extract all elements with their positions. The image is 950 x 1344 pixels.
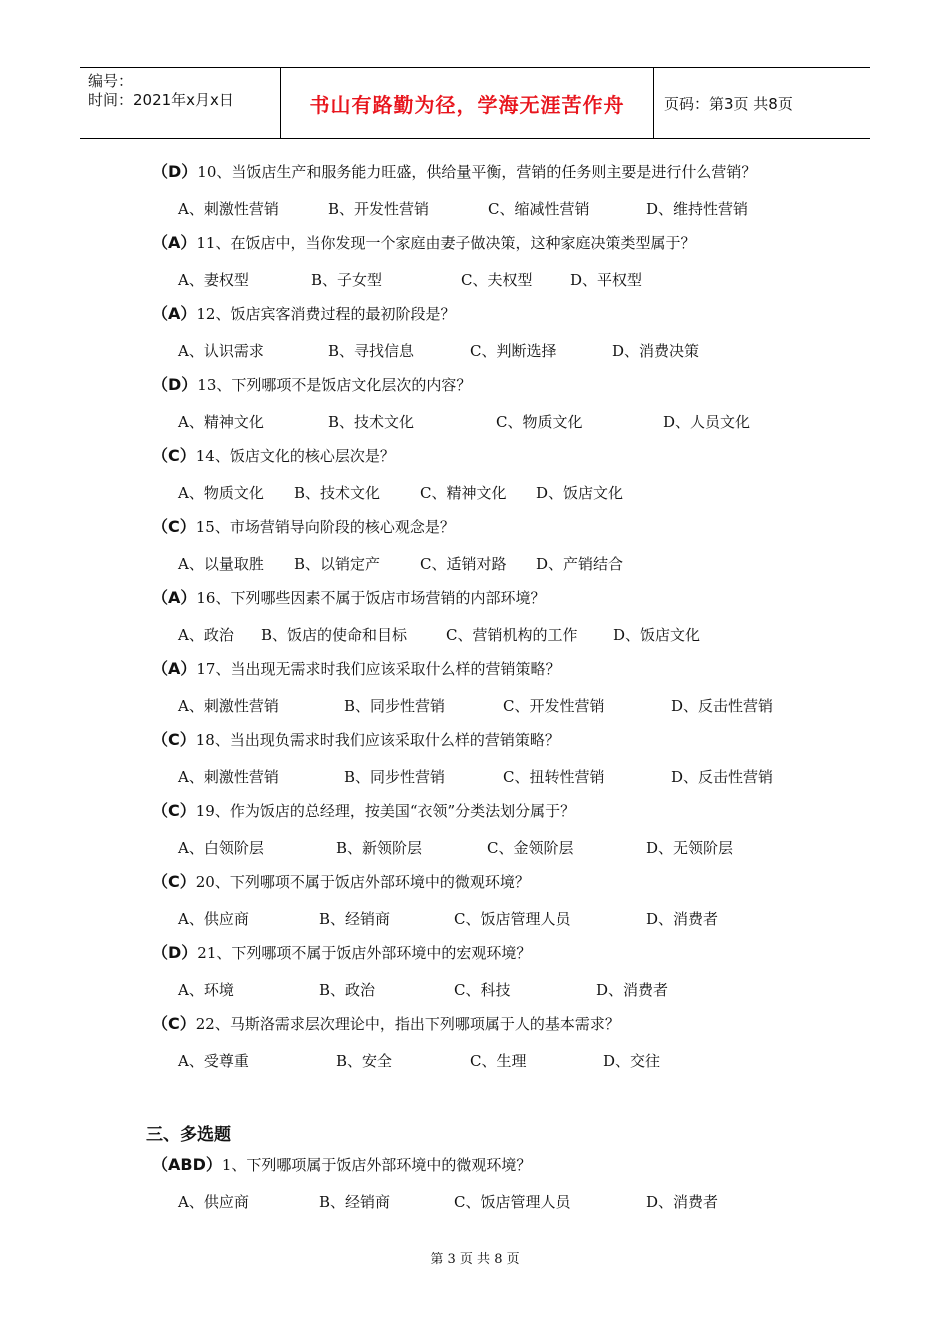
option-c: C、判断选择 (470, 342, 557, 360)
time-label: 时间：2021年x月x日 (88, 91, 234, 109)
option-d: D、交往 (603, 1052, 661, 1070)
option-b: B、同步性营销 (344, 697, 446, 715)
question-line (152, 517, 455, 537)
question-line (152, 659, 560, 679)
option-c: C、营销机构的工作 (446, 626, 578, 644)
question-line (152, 588, 545, 608)
option-c: C、夫权型 (461, 271, 533, 289)
option-d: D、人员文化 (663, 413, 751, 431)
option-b: B、子女型 (311, 271, 383, 289)
option-c: C、金领阶层 (487, 839, 574, 857)
question-text: 17、当出现无需求时我们应该采取什么样的营销策略？ (196, 660, 561, 678)
option-a: A、认识需求 (178, 342, 264, 360)
question-line (152, 872, 530, 892)
question-line (152, 375, 471, 395)
question-line (152, 1155, 531, 1175)
option-c: C、饭店管理人员 (454, 910, 571, 928)
question-text: 14、饭店文化的核心层次是？ (195, 447, 395, 465)
option-d: D、消费者 (646, 1193, 719, 1211)
option-d: D、消费决策 (612, 342, 700, 360)
question-text: 22、马斯洛需求层次理论中，指出下列哪项属于人的基本需求？ (195, 1015, 620, 1033)
question-text: 12、饭店宾客消费过程的最初阶段是？ (196, 305, 456, 323)
section-title: 三、多选题 (146, 1125, 231, 1145)
option-a: A、刺激性营销 (178, 200, 279, 218)
option-d: D、反击性营销 (671, 768, 774, 786)
option-a: A、精神文化 (178, 413, 264, 431)
option-b: B、经销商 (319, 1193, 391, 1211)
option-d: D、产销结合 (536, 555, 624, 573)
question-line (152, 801, 575, 821)
option-b: B、寻找信息 (328, 342, 415, 360)
option-a: A、供应商 (178, 1193, 249, 1211)
option-d: D、饭店文化 (536, 484, 624, 502)
answer-key: （C） (152, 730, 196, 749)
option-c: C、扭转性营销 (503, 768, 605, 786)
option-d: D、维持性营销 (646, 200, 749, 218)
question-text: 10、当饭店生产和服务能力旺盛，供给量平衡，营销的任务则主要是进行什么营销？ (197, 163, 757, 181)
option-c: C、饭店管理人员 (454, 1193, 571, 1211)
question-text: 15、市场营销导向阶段的核心观念是？ (195, 518, 455, 536)
option-b: B、安全 (336, 1052, 393, 1070)
answer-key: （A） (152, 233, 197, 252)
option-c: C、科技 (454, 981, 511, 999)
option-c: C、生理 (470, 1052, 527, 1070)
option-d: D、消费者 (596, 981, 669, 999)
question-text: 11、在饭店中，当你发现一个家庭由妻子做决策，这种家庭决策类型属于？ (196, 234, 696, 252)
question-line (152, 304, 455, 324)
option-a: A、受尊重 (178, 1052, 249, 1070)
option-b: B、开发性营销 (328, 200, 430, 218)
option-c: C、物质文化 (496, 413, 583, 431)
question-line (152, 233, 695, 253)
option-a: A、白领阶层 (178, 839, 264, 857)
option-b: B、经销商 (319, 910, 391, 928)
question-line (152, 446, 395, 466)
question-line (152, 943, 531, 963)
option-c: C、适销对路 (420, 555, 507, 573)
question-text: 21、下列哪项不属于饭店外部环境中的宏观环境？ (197, 944, 532, 962)
answer-key: （D） (152, 375, 198, 394)
answer-key: （C） (152, 1014, 196, 1033)
option-b: B、政治 (319, 981, 376, 999)
option-b: B、新领阶层 (336, 839, 423, 857)
option-c: C、缩减性营销 (488, 200, 590, 218)
answer-key: （C） (152, 446, 196, 465)
question-text: 13、下列哪项不是饭店文化层次的内容？ (197, 376, 472, 394)
option-a: A、刺激性营销 (178, 697, 279, 715)
header-page-code: 页码：第3页 共8页 (664, 94, 793, 113)
answer-key: （ABD） (152, 1155, 222, 1174)
header-meta (80, 68, 281, 138)
option-a: A、以量取胜 (178, 555, 264, 573)
option-d: D、饭店文化 (613, 626, 701, 644)
question-text: 1、下列哪项属于饭店外部环境中的微观环境？ (221, 1156, 532, 1174)
option-d: D、无领阶层 (646, 839, 734, 857)
option-b: B、饭店的使命和目标 (261, 626, 408, 644)
option-b: B、技术文化 (328, 413, 415, 431)
option-a: A、政治 (178, 626, 234, 644)
answer-key: （C） (152, 801, 196, 820)
number-label: 编号： (88, 72, 134, 90)
question-line (152, 730, 560, 750)
option-c: C、精神文化 (420, 484, 507, 502)
question-text: 18、当出现负需求时我们应该采取什么样的营销策略？ (195, 731, 560, 749)
option-b: B、同步性营销 (344, 768, 446, 786)
answer-key: （A） (152, 588, 197, 607)
header-motto: 书山有路勤为径，学海无涯苦作舟 (281, 68, 654, 138)
page-header (80, 67, 870, 139)
option-d: D、反击性营销 (671, 697, 774, 715)
question-text: 19、作为饭店的总经理，按美国“衣领”分类法划分属于？ (195, 802, 576, 820)
option-a: A、刺激性营销 (178, 768, 279, 786)
option-a: A、供应商 (178, 910, 249, 928)
answer-key: （A） (152, 659, 197, 678)
answer-key: （D） (152, 162, 198, 181)
option-b: B、以销定产 (294, 555, 381, 573)
option-b: B、技术文化 (294, 484, 381, 502)
answer-key: （C） (152, 872, 196, 891)
answer-key: （A） (152, 304, 197, 323)
option-a: A、妻权型 (178, 271, 249, 289)
question-line (152, 1014, 620, 1034)
answer-key: （C） (152, 517, 196, 536)
option-d: D、消费者 (646, 910, 719, 928)
option-c: C、开发性营销 (503, 697, 605, 715)
question-text: 16、下列哪些因素不属于饭店市场营销的内部环境？ (196, 589, 546, 607)
question-text: 20、下列哪项不属于饭店外部环境中的微观环境？ (195, 873, 530, 891)
option-a: A、环境 (178, 981, 234, 999)
option-d: D、平权型 (570, 271, 643, 289)
page-footer: 第 3 页 共 8 页 (430, 1252, 520, 1267)
question-line (152, 162, 756, 182)
option-a: A、物质文化 (178, 484, 264, 502)
answer-key: （D） (152, 943, 198, 962)
